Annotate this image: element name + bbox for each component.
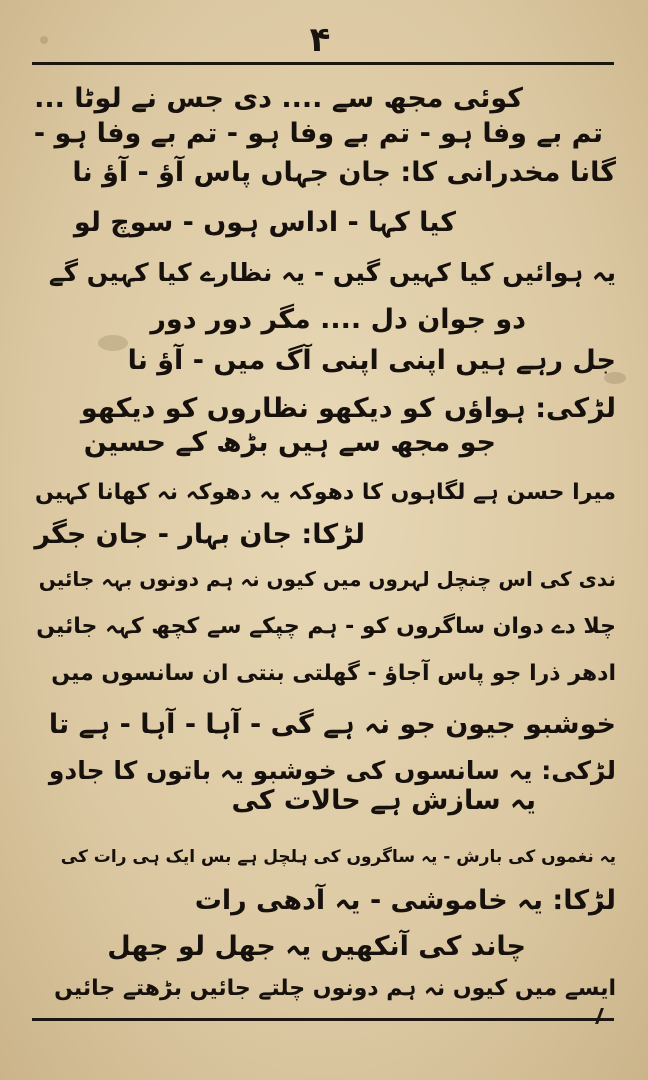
- text-line: تم بے وفا ہو - تم بے وفا ہو - تم بے وفا ہو -: [33, 118, 603, 149]
- text-line: لڑکی: یہ سانسوں کی خوشبو یہ باتوں کا جادو: [48, 756, 616, 785]
- text-line: لڑکا: یہ خاموشی - یہ آدھی رات: [194, 885, 616, 916]
- text-line: جل رہے ہیں اپنی اپنی آگ میں - آؤ نا: [127, 345, 616, 376]
- lyrics-text-block: [34, 80, 616, 1010]
- text-line: کوئی مجھ سے .... دی جس نے لوٹا ...: [34, 83, 523, 114]
- text-line: یہ ہوائیں کیا کہیں گیں - یہ نظارے کیا کہیں گے: [48, 258, 616, 287]
- ink-smudge: [40, 36, 48, 44]
- text-line: گانا مخدرانی کا: جان جہاں پاس آؤ - آؤ نا: [72, 157, 616, 188]
- text-line: لڑکا: جان بہار - جان جگر: [34, 519, 365, 550]
- text-line: چلا دے دوان ساگروں کو - ہم چپکے سے کچھ کہہ جائیں: [36, 614, 616, 639]
- text-line: دو جوان دل .... مگر دور دور: [150, 304, 526, 335]
- text-line: کیا کہا - اداس ہوں - سوچ لو: [73, 207, 456, 238]
- text-line: ندی کی اس چنچل لہروں میں کیوں نہ ہم دونوں بہہ جائیں: [38, 567, 616, 591]
- text-line: یہ نغموں کی بارش - یہ ساگروں کی ہلچل ہے بس ایک ہی رات کی: [60, 847, 616, 867]
- text-line: یہ سازش ہے حالات کی: [231, 785, 536, 816]
- page-number: ۴: [309, 20, 331, 60]
- text-line: لڑکی: ہواؤں کو دیکھو نظاروں کو دیکھو: [80, 393, 616, 424]
- text-line: ادھر ذرا جو پاس آجاؤ - گھلتی بنتی ان سانسوں میں: [51, 661, 616, 686]
- text-line: جو مجھ سے ہیں بڑھ کے حسین: [83, 427, 496, 458]
- top-rule: [32, 62, 614, 65]
- text-line: خوشبو جیون جو نہ ہے گی - آہا - آہا - ہے تا: [48, 709, 616, 740]
- bottom-rule-hook: [595, 1008, 618, 1024]
- text-line: میرا حسن ہے لگاہوں کا دھوکہ یہ دھوکہ نہ کھانا کہیں: [35, 480, 616, 505]
- text-line: چاند کی آنکھیں یہ جھل لو جھل: [107, 931, 526, 962]
- bottom-rule: [32, 1018, 614, 1021]
- text-line: ایسے میں کیوں نہ ہم دونوں چلتے جائیں بڑھتے جائیں: [54, 976, 616, 1001]
